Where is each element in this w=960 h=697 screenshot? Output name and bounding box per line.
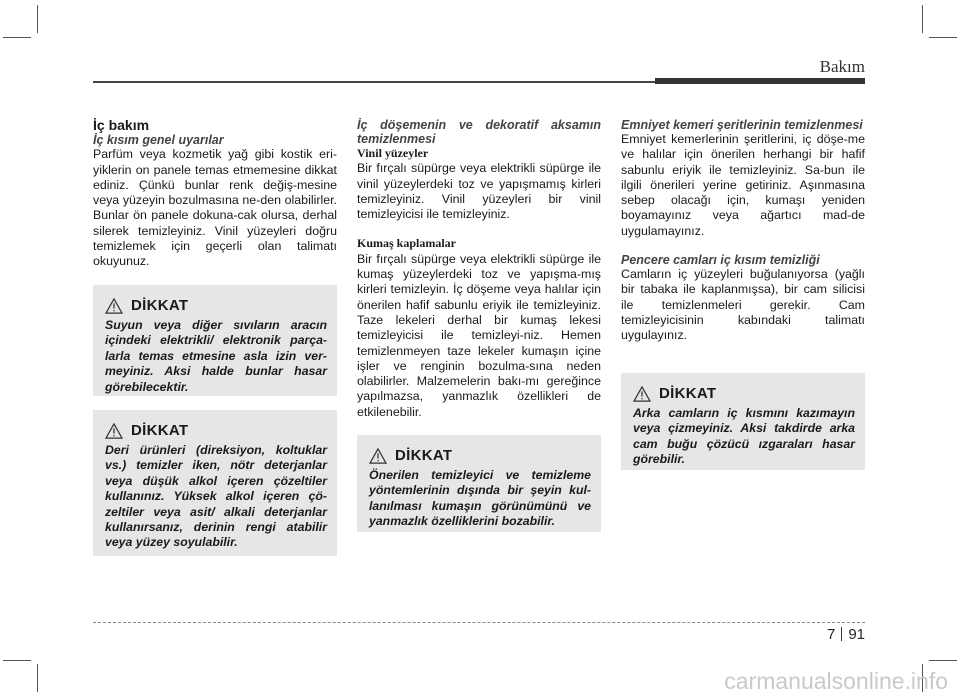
heading-vinyl: Vinil yüzeyler bbox=[357, 146, 429, 160]
crop-mark bbox=[37, 5, 38, 33]
crop-mark bbox=[929, 660, 957, 661]
page-number bbox=[827, 626, 865, 643]
crop-mark bbox=[929, 37, 957, 38]
paragraph-seatbelt: Emniyet kemerlerinin şeritlerini, iç döşe-me ve halılar için önerilen herhangi bir hafif sabunlu eriyik ile temizleyiniz. Sa-bun ile ilgili önerileri yerine getiriniz. Aşınmasına sebep olacağı için, kumaşı yeniden boyamayınız veya ağartıcı mad-de uygulamayınız. bbox=[621, 132, 865, 238]
warning-triangle-icon bbox=[633, 386, 651, 402]
paragraph-window: Camların iç yüzeyleri buğulanıyorsa (yağlı bir tabaka ile kaplanmışsa), bir cam silicisi ile temizlenmeleri gerekir. Cam temizleyicisinin kabındaki talimatı uygulayınız. bbox=[621, 267, 865, 343]
header-rule-accent bbox=[655, 78, 865, 84]
caution-box-cleaners bbox=[357, 435, 601, 532]
watermark: carmanualsonline.info bbox=[724, 668, 948, 694]
caution-text: Deri ürünleri (direksiyon, koltuklar vs.) temizler iken, nötr deterjanlar veya düşük alkol içeren çözeltiler kullanınız. Yüksek alkol içeren çö-zeltiler veya asit/ alkali deterjanlar kullanırsanız, derinin rengi atabilir veya yüzey soyulabilir. bbox=[105, 443, 327, 550]
caution-box-leather bbox=[93, 410, 337, 556]
subheading-general-warnings: İç kısım genel uyarılar bbox=[93, 133, 224, 148]
heading-fabric: Kumaş kaplamalar bbox=[357, 236, 457, 251]
warning-triangle-icon bbox=[369, 448, 387, 464]
page-heading: İç bakım bbox=[93, 117, 150, 133]
paragraph-fabric: Bir fırçalı süpürge veya elektrikli süpürge ile kumaş yüzeylerdeki toz ve yapışma-mış kirleri temizleyin. İç döşeme veya halılar için önerilen hafif sabunlu eriyik ile temizleyiniz. Taze lekeleri derhal bir kumaş lekesi temizleyicisi ile temizleyi-niz. Hemen temizlenmeyen taze lekeler kumaşın içine işler ve renginin bozulma-sına neden olabilirler. Malzemelerin bakı-mı gereğince yapılmazsa, yanmazlık özellikleri de etkilenebilir. bbox=[357, 251, 601, 419]
caution-text: Önerilen temizleyici ve temizleme yöntemlerinin dışında bir şeyin kul-lanılması kumaşın görünümünü ve yanmazlık özelliklerini bozabilir. bbox=[369, 468, 591, 529]
page-number-value: 91 bbox=[848, 626, 865, 643]
chapter-number: 7 bbox=[826, 626, 836, 643]
warning-triangle-icon bbox=[105, 298, 123, 314]
warning-triangle-icon bbox=[105, 423, 123, 439]
caution-title: DİKKAT bbox=[131, 422, 189, 439]
caution-title: DİKKAT bbox=[131, 297, 189, 314]
column-2 bbox=[357, 118, 601, 420]
crop-mark bbox=[37, 664, 38, 692]
caution-box-rear-window bbox=[621, 373, 865, 470]
caution-title: DİKKAT bbox=[395, 447, 453, 464]
subheading-window: Pencere camları iç kısım temizliği bbox=[621, 253, 820, 268]
column-1 bbox=[93, 118, 337, 270]
crop-mark bbox=[3, 660, 31, 661]
caution-title: DİKKAT bbox=[659, 385, 717, 402]
crop-mark bbox=[3, 37, 31, 38]
paragraph-vinyl: Bir fırçalı süpürge veya elektrikli süpürge ile vinil yüzeylerdeki toz ve yapışmamış kirleri temizleyiniz. Vinil yüzeyleri bir vinil temizleyicisi ile temizleyiniz. bbox=[357, 161, 601, 222]
caution-text: Suyun veya diğer sıvıların aracın içindeki elektrikli/ elektronik parça-larla temas etmesine asla izin ver-meyiniz. Aksi halde bunlar hasar görebilecektir. bbox=[105, 318, 327, 394]
section-title: Bakım bbox=[819, 57, 865, 76]
caution-text: Arka camların iç kısmını kazımayın veya çizmeyiniz. Aksi takdirde arka cam buğu çözücü ızgaraları hasar görebilir. bbox=[633, 406, 855, 467]
subheading-upholstery: İç döşemenin ve dekoratif aksamın temizlenmesi bbox=[357, 118, 601, 146]
paragraph-general: Parfüm veya kozmetik yağ gibi kostik eri-yiklerin on panele temas etmemesine dikkat ediniz. Çünkü bunlar renk değiş-mesine veya yüzeyin bozulmasına ne-den olabilirler. Bunlar ön panele dokuna-cak olursa, derhal silerek temizleyiniz. Vinil yüzeyleri doğru temizlemek için geçerli olan talimatı okuyunuz. bbox=[93, 147, 337, 269]
footer-rule bbox=[93, 622, 865, 623]
crop-mark bbox=[922, 5, 923, 33]
caution-box-liquids bbox=[93, 285, 337, 396]
subheading-seatbelt: Emniyet kemeri şeritlerinin temizlenmesi bbox=[621, 118, 863, 132]
column-3 bbox=[621, 118, 865, 344]
